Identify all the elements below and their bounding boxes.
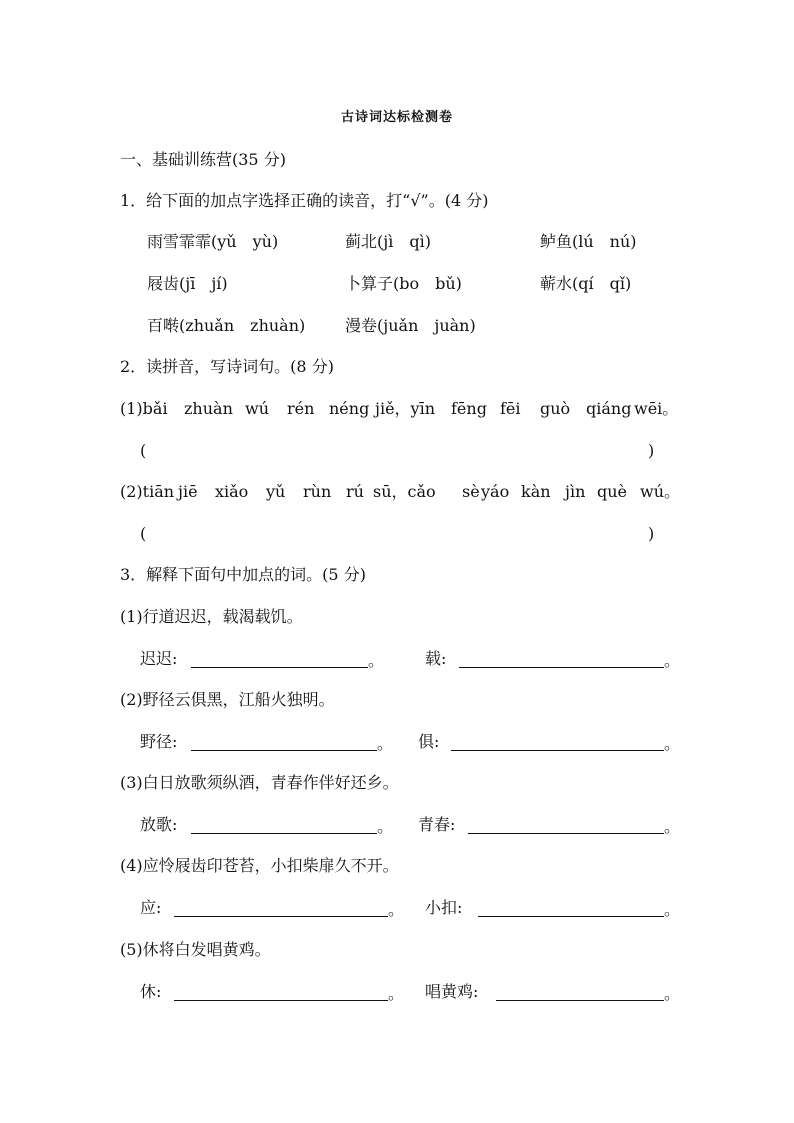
answer-blank[interactable] [478, 898, 664, 917]
period: 。 [664, 817, 681, 836]
answer-blank[interactable] [174, 982, 388, 1001]
answer-paren-close: ) [648, 441, 655, 460]
term-label: 休: [140, 982, 162, 1001]
period: 。 [377, 817, 394, 836]
sentence: (2)野径云俱黑，江船火独明。 [120, 690, 335, 709]
term-label: 俱: [418, 732, 440, 751]
pronunciation-option: 雨雪霏霏(yǔ yù) [147, 232, 279, 251]
answer-paren-open: ( [140, 524, 147, 543]
answer-blank[interactable] [191, 649, 368, 668]
term-label: 小扣: [425, 898, 463, 917]
sentence: (3)白日放歌须纵酒，青春作伴好还乡。 [120, 773, 399, 792]
period: 。 [664, 984, 681, 1003]
term-label: 野径: [140, 732, 178, 751]
answer-paren-open: ( [140, 441, 147, 460]
answer-blank[interactable] [468, 815, 664, 834]
term-label: 青春: [418, 815, 456, 834]
pronunciation-option: 蕲水(qí qǐ) [540, 274, 632, 293]
sentence: (5)休将白发唱黄鸡。 [120, 940, 271, 959]
pronunciation-option: 屐齿(jī jí) [147, 274, 228, 293]
sentence: (1)行道迟迟，载渴载饥。 [120, 607, 303, 626]
period: 。 [388, 984, 405, 1003]
answer-blank[interactable] [496, 982, 664, 1001]
period: 。 [377, 734, 394, 753]
question-1-heading: 1．给下面的加点字选择正确的读音，打“√”。(4 分) [120, 191, 489, 210]
period: 。 [664, 734, 681, 753]
term-label: 载: [425, 649, 447, 668]
page-title: 古诗词达标检测卷 [340, 110, 453, 125]
period: 。 [664, 651, 681, 670]
sentence: (4)应怜屐齿印苍苔，小扣柴扉久不开。 [120, 856, 399, 875]
section-heading: 一、基础训练营(35 分) [120, 150, 286, 169]
question-2-heading: 2．读拼音，写诗词句。(8 分) [120, 357, 334, 376]
term-label: 唱黄鸡: [425, 982, 479, 1001]
answer-blank[interactable] [191, 732, 377, 751]
question-3-heading: 3．解释下面句中加点的词。(5 分) [120, 565, 366, 584]
pronunciation-option: 鲈鱼(lú nú) [540, 232, 637, 251]
term-label: 迟迟: [140, 649, 178, 668]
answer-blank[interactable] [451, 732, 664, 751]
pronunciation-option: 卜算子(bo bǔ) [345, 274, 462, 293]
period: 。 [388, 900, 405, 919]
term-label: 放歌: [140, 815, 178, 834]
answer-blank[interactable] [459, 649, 664, 668]
pronunciation-option: 百啭(zhuǎn zhuàn) [147, 316, 306, 335]
answer-blank[interactable] [174, 898, 388, 917]
answer-paren-close: ) [648, 524, 655, 543]
answer-blank[interactable] [191, 815, 377, 834]
period: 。 [368, 651, 385, 670]
pronunciation-option: 漫卷(juǎn juàn) [345, 316, 476, 335]
period: 。 [664, 900, 681, 919]
term-label: 应: [140, 898, 162, 917]
pronunciation-option: 蓟北(jì qì) [345, 232, 431, 251]
